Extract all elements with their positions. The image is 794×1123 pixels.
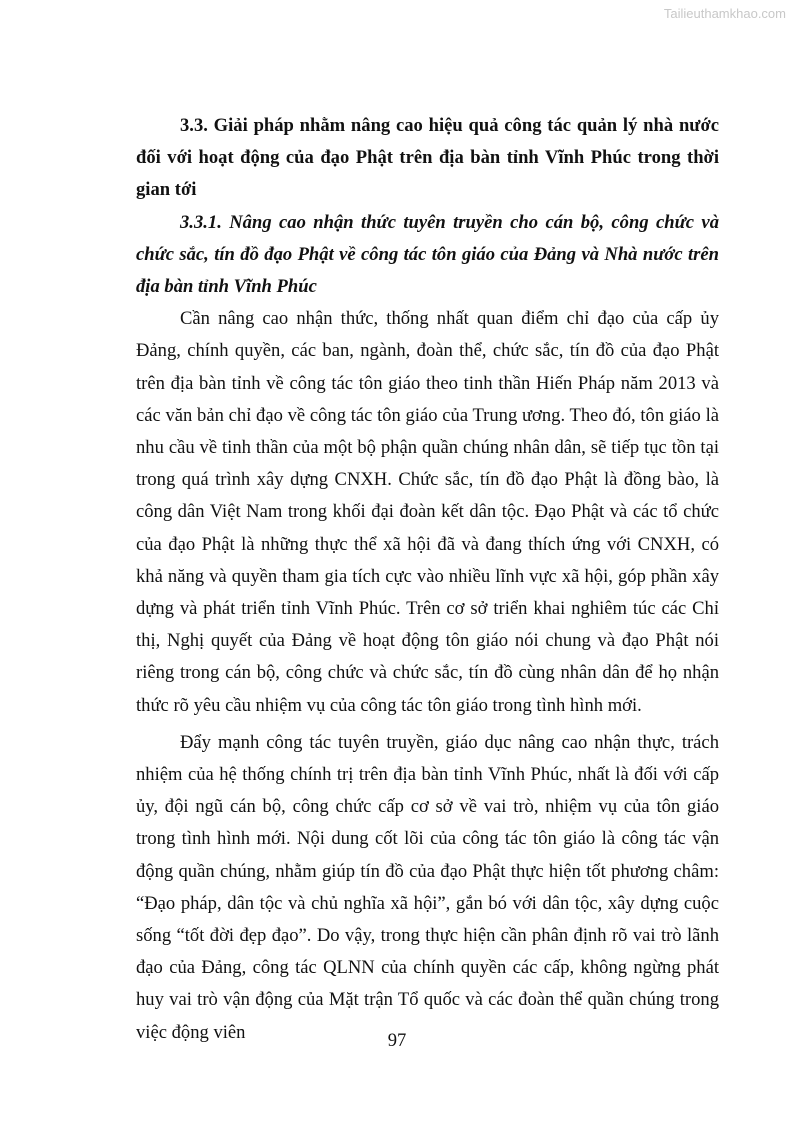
subsection-heading: 3.3.1. Nâng cao nhận thức tuyên truyền cho cán bộ, công chức và chức sắc, tín đồ đạo Phật về công tác tôn giáo của Đảng và Nhà nước trên địa bàn tỉnh Vĩnh Phúc: [136, 211, 719, 298]
section-heading: 3.3. Giải pháp nhằm nâng cao hiệu quả công tác quản lý nhà nước đối với hoạt động của đạo Phật trên địa bàn tỉnh Vĩnh Phúc trong thời gian tới: [136, 115, 719, 201]
paragraph: Đẩy mạnh công tác tuyên truyền, giáo dục nâng cao nhận thực, trách nhiệm của hệ thống chính trị trên địa bàn tỉnh Vĩnh Phúc, nhất là đối với cấp ủy, đội ngũ cán bộ, công chức cấp cơ sở về vai trò, nhiệm vụ của tôn giáo trong tình hình mới. Nội dung cốt lõi của công tác tôn giáo là công tác vận động quần chúng, nhằm giúp tín đồ của đạo Phật thực hiện tốt phương châm: “Đạo pháp, dân tộc và chủ nghĩa xã hội”, gắn bó với dân tộc, xây dựng cuộc sống “tốt đời đẹp đạo”. Do vậy, trong thực hiện cần phân định rõ vai trò lãnh đạo của Đảng, công tác QLNN của chính quyền các cấp, không ngừng phát huy vai trò vận động của Mặt trận Tổ quốc và các đoàn thể quần chúng trong việc động viên: [136, 731, 719, 1043]
paragraph: Cần nâng cao nhận thức, thống nhất quan điểm chỉ đạo của cấp ủy Đảng, chính quyền, các ban, ngành, đoàn thể, chức sắc, tín đồ của đạo Phật trên địa bàn tỉnh về công tác tôn giáo theo tinh thần Hiến Pháp năm 2013 và các văn bản chỉ đạo về công tác tôn giáo của Trung ương. Theo đó, tôn giáo là nhu cầu về tinh thần của một bộ phận quần chúng nhân dân, sẽ tiếp tục tồn tại trong quá trình xây dựng CNXH. Chức sắc, tín đồ đạo Phật là đồng bào, là công dân Việt Nam trong khối đại đoàn kết dân tộc. Đạo Phật và các tổ chức của đạo Phật là những thực thể xã hội đã và đang thích ứng với CNXH, có khả năng và quyền tham gia tích cực vào nhiều lĩnh vực xã hội, góp phần xây dựng và phát triển tỉnh Vĩnh Phúc. Trên cơ sở triển khai nghiêm túc các Chỉ thị, Nghị quyết của Đảng về hoạt động tôn giáo nói chung và đạo Phật nói riêng trong cán bộ, công chức và chức sắc, tín đồ cùng nhân dân để họ nhận thức rõ yêu cầu nhiệm vụ của công tác tôn giáo trong tình hình mới.: [136, 308, 719, 716]
watermark: Tailieuthamkhao.com: [663, 6, 786, 21]
page-number: 97: [387, 1030, 407, 1051]
document-body: [136, 110, 719, 1054]
